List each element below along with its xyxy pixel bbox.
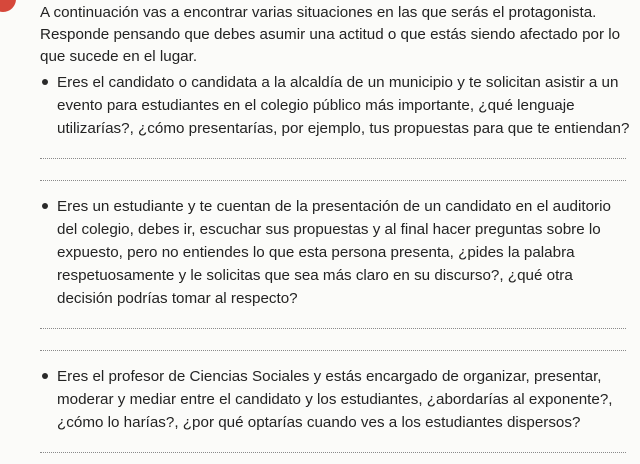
answer-line[interactable] xyxy=(40,350,626,351)
situation-text-2: Eres un estudiante y te cuentan de la presentación de un candidato en el auditorio del colegio, debes ir, escuchar sus propuestas y al final hacer preguntas sobre lo expuesto, pero no entiendes lo que esta persona presenta, ¿pides la palabra respetuosamente y le solicitas que sea más claro en su discurso?, ¿qué otra decisión podrías tomar al respecto? xyxy=(57,198,611,307)
bullet-icon xyxy=(42,373,48,379)
answer-line[interactable] xyxy=(40,180,626,181)
situation-text-3: Eres el profesor de Ciencias Sociales y estás encargado de organizar, presentar, moderar y mediar entre el candidato y los estudiantes, ¿abordarías al exponente?, ¿cómo lo harías?, ¿por qué optarías cuando ves a los estudiantes dispersos? xyxy=(57,368,613,431)
worksheet xyxy=(40,2,632,453)
bullet-icon xyxy=(42,203,48,209)
answer-line[interactable] xyxy=(40,328,626,329)
answer-line[interactable] xyxy=(40,158,626,159)
situation-text-1: Eres el candidato o candidata a la alcaldía de un municipio y te solicitan asistir a un evento para estudiantes en el colegio público más importante, ¿qué lenguaje utilizarías?, ¿cómo presentarías, por ejemplo, tus propuestas para que te entiendan? xyxy=(57,74,630,137)
situation-item-2 xyxy=(40,195,632,310)
situation-item-1 xyxy=(40,71,632,140)
instructions-paragraph: A continuación vas a encontrar varias situaciones en las que serás el protagonista. Responde pensando que debes asumir una actitud o que estás siendo afectado por lo que sucede en el lugar. xyxy=(40,4,621,65)
bullet-icon xyxy=(42,79,48,85)
situation-item-3 xyxy=(40,365,632,434)
answer-line[interactable] xyxy=(40,452,626,453)
corner-tab-decoration xyxy=(0,0,16,12)
